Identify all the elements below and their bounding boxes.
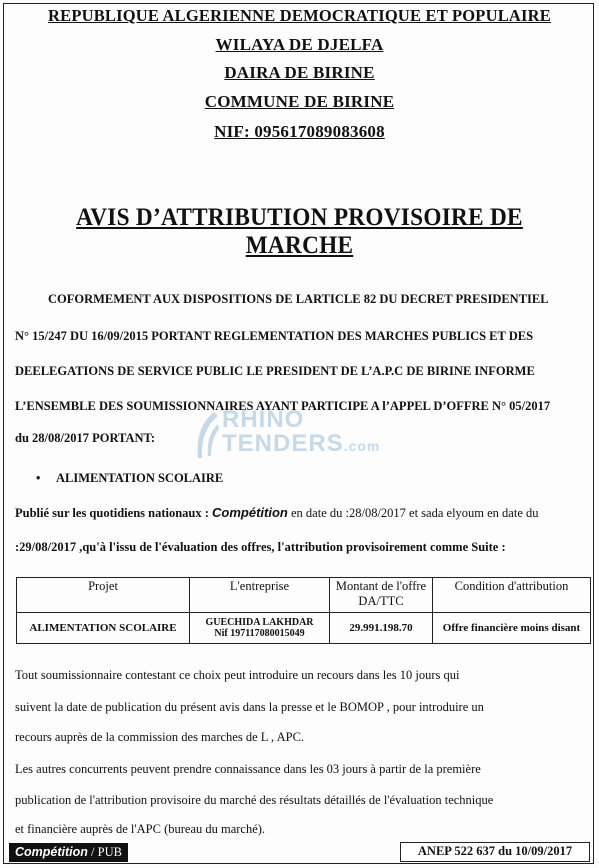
- watermark-tenders: TENDERS.com: [222, 430, 381, 457]
- col-condition: Condition d'attribution: [433, 578, 591, 613]
- intro-line-2: N° 15/247 DU 16/09/2015 PORTANT REGLEMENTATION DES MARCHES PUBLICS ET DES: [15, 329, 534, 343]
- closing-line-4: Les autres concurrents peuvent prendre connaissance dans les 03 jours à partir de la première: [15, 762, 481, 776]
- newspaper-name: Compétition: [212, 505, 288, 520]
- header-nif: NIF: 095617089083608: [214, 122, 385, 141]
- closing-line-2: suivent la date de publication du présent avis dans la presse et le BOMOP , pour introduire un: [15, 700, 484, 714]
- intro-line-5: du 28/08/2017 PORTANT:: [15, 431, 156, 445]
- table-row: [17, 613, 591, 644]
- notice-title: AVIS D’ATTRIBUTION PROVISOIRE DE MARCHE: [76, 204, 523, 259]
- bullet-item-label: ALIMENTATION SCOLAIRE: [56, 471, 224, 485]
- cell-projet: ALIMENTATION SCOLAIRE: [17, 613, 190, 644]
- publication-line-1: Publié sur les quotidiens nationaux : Compétition en date du :28/08/2017 et sada elyoum en date du: [15, 505, 539, 520]
- intro-line-1: COFORMEMENT AUX DISPOSITIONS DE LARTICLE 82 DU DECRET PRESIDENTIEL: [48, 292, 549, 306]
- header-republique: REPUBLIQUE ALGERIENNE DEMOCRATIQUE ET POPULAIRE: [48, 6, 551, 25]
- closing-line-3: recours auprès de la commission des marches de L , APC.: [15, 730, 305, 744]
- closing-line-5: publication de l'attribution provisoire du marché des résultats détaillés de l'évaluation technique: [15, 793, 494, 807]
- header-commune: COMMUNE DE BIRINE: [204, 92, 395, 111]
- cell-entreprise: [190, 613, 330, 644]
- header-daira: DAIRA DE BIRINE: [224, 63, 375, 82]
- publication-line-2: :29/08/2017 ,qu'à l'issu de l'évaluation des offres, l'attribution provisoirement comme Suite :: [15, 540, 506, 554]
- footer-anep-reference: ANEP 522 637 du 10/09/2017: [400, 842, 590, 862]
- intro-line-4: L’ENSEMBLE DES SOUMISSIONNAIRES AYANT PARTICIPE A l’APPEL D’OFFRE N° 05/2017: [15, 399, 551, 413]
- cell-condition: Offre financière moins disant: [433, 613, 591, 644]
- rhino-tenders-watermark: [192, 406, 412, 466]
- bullet-item: [36, 471, 223, 486]
- entreprise-name: GUECHIDA LAKHDAR: [205, 617, 314, 628]
- closing-line-6: et financière auprès de l'APC (bureau du marché).: [15, 822, 266, 836]
- table-header-row: [17, 578, 591, 613]
- footer-publication-tag: Compétition / PUB: [9, 843, 128, 862]
- col-entreprise: L'entreprise: [190, 578, 330, 613]
- rhino-logo-icon: [192, 410, 220, 460]
- col-montant: Montant de l'offre DA/TTC: [330, 578, 433, 613]
- col-projet: Projet: [17, 578, 190, 613]
- closing-line-1: Tout soumissionnaire contestant ce choix peut introduire un recours dans les 10 jours qui: [15, 668, 460, 682]
- header-wilaya: WILAYA DE DJELFA: [215, 35, 384, 54]
- cell-montant: 29.991.198.70: [330, 613, 433, 644]
- intro-line-3: DEELEGATIONS DE SERVICE PUBLIC LE PRESIDENT DE L’A.P.C DE BIRINE INFORME: [15, 364, 535, 378]
- entreprise-nif: Nif 197117080015049: [214, 628, 305, 639]
- bullet-dot-icon: •: [36, 471, 41, 485]
- attribution-table: [16, 577, 591, 644]
- watermark-rhino: RHINO: [222, 406, 305, 433]
